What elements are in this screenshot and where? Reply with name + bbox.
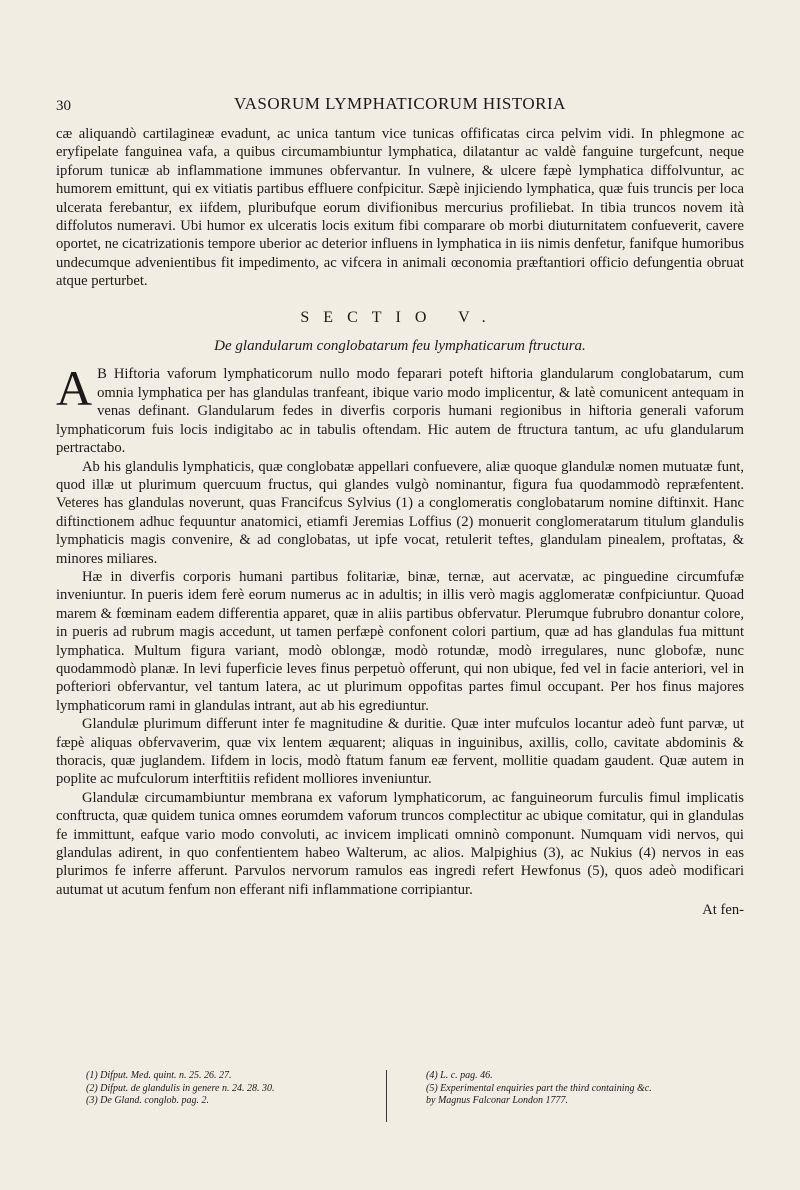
paragraph: Glandulæ circumambiuntur membrana ex vaforum lymphaticorum, ac fanguineorum furculis fimul implicatis conftructa, quæ quidem tunica omnes eorumdem vaforum truncos complectitur ac ubique comitatur, qui in glandulas fe immittunt, eafque vario modo convoluti, ac invicem implicati omninò componunt. Numquam vidi nervos, qui glandulas adirent, in quo confentientem habeo Walterum, ac alios. Malpighius (3), ac Nukius (4) nervos in eas plurimos fe inferre afferunt. Parvulos nervorum ramulos eas ingredi refert Hewfonus (5), quos adeò modificari autumat ut acutum fenfum non efferant nifi inflammatione corripiantur. xyxy=(56,789,744,898)
page-number: 30 xyxy=(56,98,71,114)
footnote: (1) Difput. Med. quint. n. 25. 26. 27. xyxy=(86,1070,232,1081)
page-header xyxy=(56,94,744,118)
footnote: (5) Experimental enquiries part the third containing &c. xyxy=(426,1082,652,1094)
footnote: by Magnus Falconar London 1777. xyxy=(426,1095,568,1106)
main-text xyxy=(56,125,744,920)
catchword: At fen- xyxy=(702,902,744,919)
paragraph-opening xyxy=(56,360,744,457)
paragraph: Glandulæ plurimum differunt inter fe magnitudine & duritie. Quæ inter mufculos locantur adeò funt parvæ, ut fæpè aliquas obfervaverim, quæ vix lentem æquarent; aliquas in inguinibus, axillis, collo, cavitate abdominis & thoracis, quæ juglandem. Iifdem in locis, modò ftatum fanum eæ fervent, mollitie quadam gaudent. Quæ autem in poplite ac mufculorum interftitiis refident molliores inveniuntur. xyxy=(56,716,744,788)
section-title: SECTIO V. xyxy=(300,308,500,326)
footnotes-right xyxy=(426,1070,726,1108)
section-subtitle: De glandularum conglobatarum feu lymphaticarum ftructura. xyxy=(214,338,586,355)
paragraph: Hæ in diverfis corporis humani partibus folitariæ, binæ, ternæ, aut acervatæ, ac pinguedine circumfufæ inveniuntur. In pueris idem ferè eorum numerus ac in adultis; in illis verò magis agglomeratæ confpiciuntur. Quoad marem & fœminam eadem differentia apparet, quæ in aliis partibus obfervatur. Plerumque fubrubro donantur colore, in pueris ad rubrum magis accedunt, ut tamen perfæpè confonent colori partium, quæ ad has glandulas fua mittunt lymphatica. Multum figura variant, modò oblongæ, modò rotundæ, modò irregulares, nunc globofæ, nunc quodammodò planæ. In levi fuperficie leves finus perpetuò offerunt, qui non ubique, fed vel in facie anteriori, vel in pofteriori obfervantur, vel tantum latera, ac ut plurimum oppofitas partes fimul occupant. Per hos finus majores lymphaticorum rami in glandulas intrant, aut ab his egrediuntur. xyxy=(56,568,744,714)
footnote: (3) De Gland. conglob. pag. 2. xyxy=(86,1095,210,1106)
paragraph: Ab his glandulis lymphaticis, quæ conglobatæ appellari confuevere, aliæ quoque glandulæ nomen mutuatæ funt, quod illæ ut plurimum quercuum fructus, qui glandes vulgò nominantur, figura fua quodammodò repræfentent. Veteres has glandulas noverunt, quas Francifcus Sylvius (1) a conglomeratis conglobatarum nomine diftinxit. Hanc diftinctionem adhuc fequuntur anatomici, etiamfi Jeremias Loffius (2) monuerit conglomeratarum titulum glandulis lymphaticis magis convenire, & ad conglobatas, ut ipfe vocat, retulerit teftes, glandulam pinealem, proftatas, & minores miliares. xyxy=(56,458,744,567)
paragraph-continued: cæ aliquandò cartilagineæ evadunt, ac unica tantum vice tunicas offificatas circa pelvim vidi. In phlegmone ac eryfipelate fanguinea vafa, a quibus circumambiuntur lymphatica, dilatantur ac valdè fanguine turgefcunt, neque ipforum tunicæ ab inflammatione immunes obfervantur. In vulnere, & ulcere fæpè lymphatica diffolvuntur, ac humorem emittunt, qui ex vitiatis partibus effluere confpicitur. Sæpè injiciendo lymphatica, quæ fuis truncis per loca ulcerata ferebantur, ex iifdem, pluribufque eorum divifionibus mercurius profiliebat. In tibia truncos novem ità diffolutos numeravi. Ubi humor ex ulceratis locis exitum fibi comparare ob morbi diuturnitatem confueverit, cavere oportet, ne cicatrizationis tempore uberior ac deterior influens in lymphatica in iis nimis denfetur, fanifque humoribus undecumque advenientibus fit impedimento, ac vifcera in animali œconomia præftantiori officio defungentia obruat atque perturbet. xyxy=(56,126,744,290)
footnote: (4) L. c. pag. 46. xyxy=(426,1070,493,1081)
running-title: VASORUM LYMPHATICORUM HISTORIA xyxy=(234,94,566,113)
footnotes-left xyxy=(86,1070,376,1108)
paragraph-opening-text: B Hiftoria vaforum lymphaticorum nullo modo feparari poteft hiftoria glandularum conglobatarum, cum omnia lymphatica per has glandulas tranfeant, ibique vario modo implicentur, & latè comunicent antequam in venas definant. Glandularum fedes in diverfis corporis humani regionibus in hiftoria generali vaforum lymphaticorum fuis locis indigitabo ac in tabulis oftendam. Hic autem de ftructura tantum, ac ufu glandularum pertractabo. xyxy=(56,366,744,457)
drop-cap: A xyxy=(56,360,93,417)
footnote: (2) Difput. de glandulis in genere n. 24. 28. 30. xyxy=(86,1082,275,1094)
footnote-divider xyxy=(386,1070,387,1122)
